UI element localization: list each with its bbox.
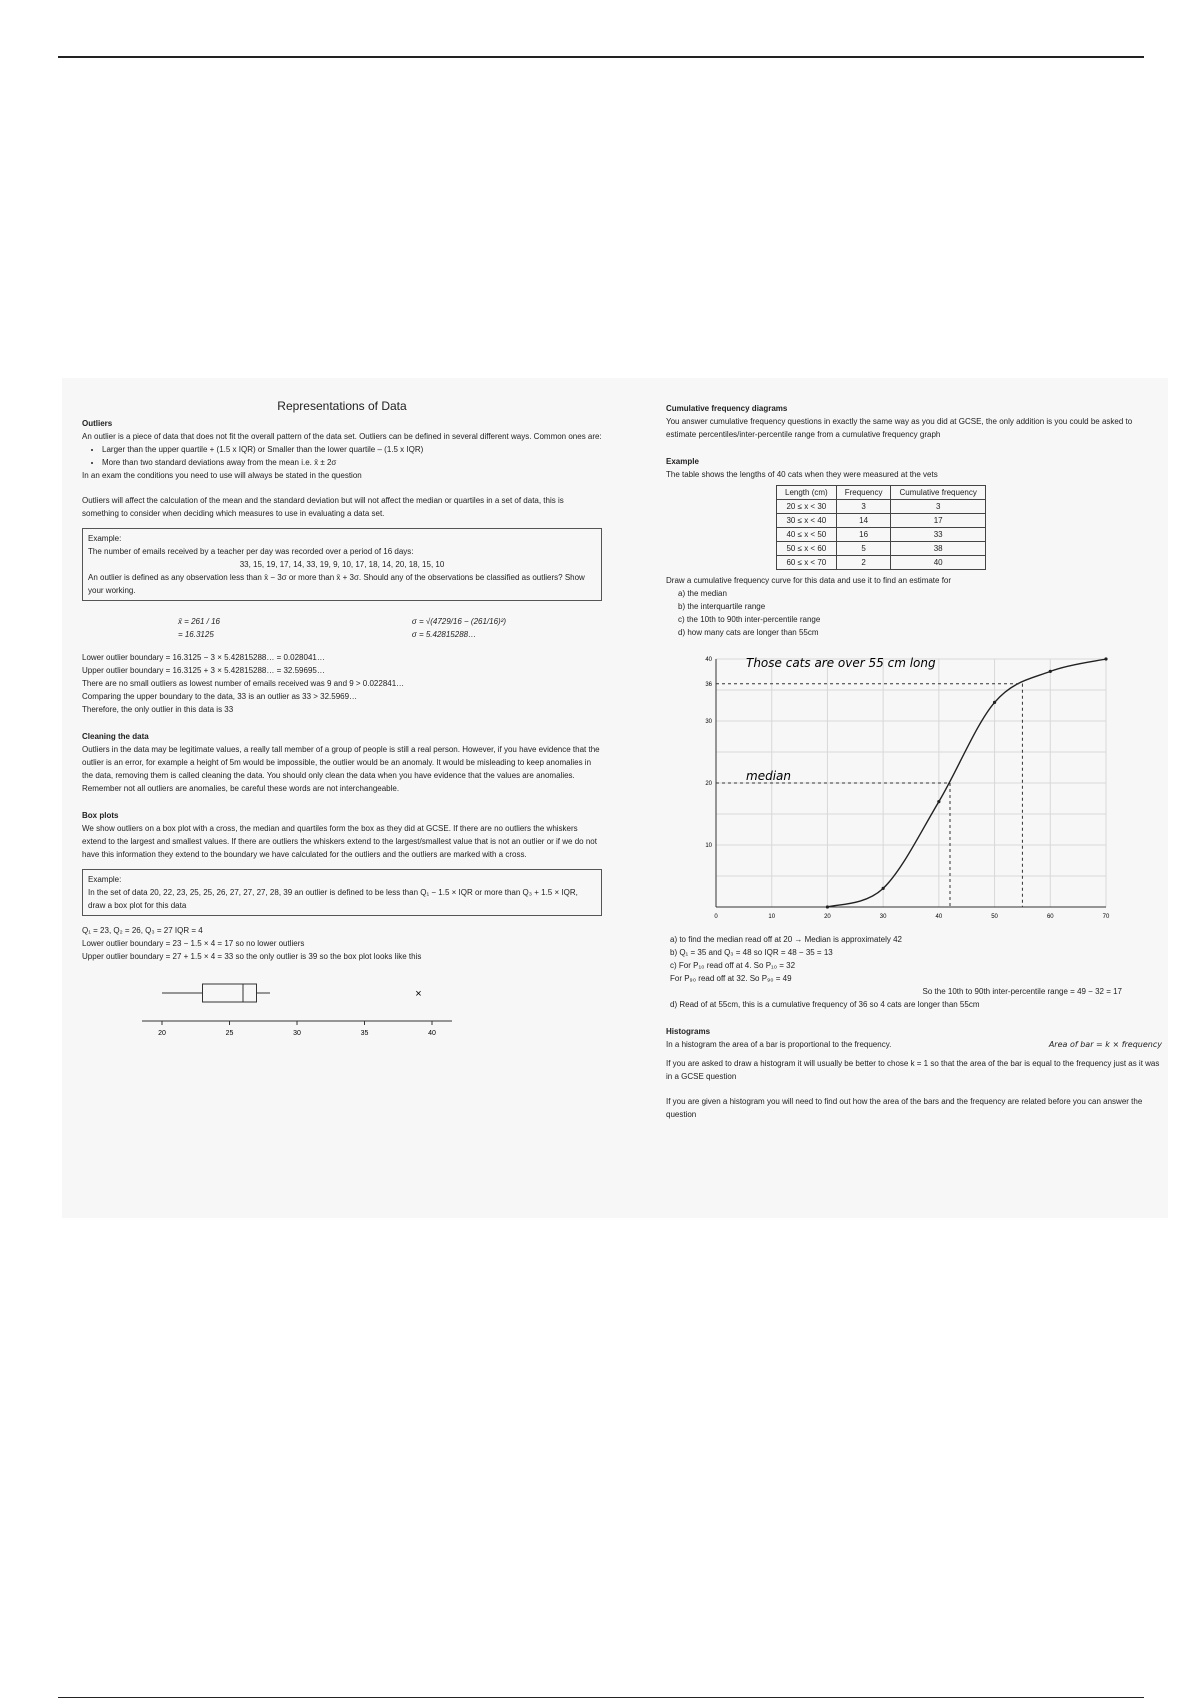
cat-length-table	[776, 485, 986, 570]
table-row	[777, 514, 986, 528]
x-tick-label: 50	[991, 914, 998, 920]
axis-tick-label: 20	[158, 1030, 166, 1037]
mean-value: = 16.3125	[177, 630, 214, 639]
box-plot	[82, 963, 602, 1043]
x-tick-label: 70	[1102, 914, 1110, 920]
table-cell: 16	[836, 528, 891, 542]
table-cell: 40	[891, 556, 985, 570]
data-point	[826, 905, 829, 908]
x-tick-label: 10	[768, 914, 776, 920]
part-item: d) how many cats are longer than 55cm	[678, 628, 819, 637]
table-cell: 33	[891, 528, 985, 542]
outlier-rule-sd: • More than two standard deviations away from the mean i.e. x̄ ± 2σ	[102, 456, 602, 469]
box	[203, 984, 257, 1002]
data-point	[993, 701, 996, 704]
data-point	[1049, 670, 1052, 673]
working-line: Upper outlier boundary = 16.3125 + 3 × 5.42815288… = 32.59695…	[82, 666, 325, 675]
boxplot-working	[82, 924, 602, 963]
example-task: Draw a cumulative frequency curve for this data and use it to find an estimate for	[666, 576, 952, 585]
x-tick-label: 60	[1046, 914, 1054, 920]
axis-tick-label: 35	[360, 1030, 369, 1037]
answer-line: d) Read of at 55cm, this is a cumulative frequency of 36 so 4 cats are longer than 55cm	[670, 1000, 980, 1009]
answer-line: a) to find the median read off at 20 → Median is approximately 42	[670, 935, 902, 944]
example-text: The number of emails received by a teacher per day was recorded over a period of 16 days:	[88, 547, 414, 556]
table-cell: 30 ≤ x < 40	[777, 514, 837, 528]
table-cell: 14	[836, 514, 891, 528]
sd-formula: σ = √(4729/16 − (261/16)²)	[411, 617, 507, 626]
table-row	[777, 542, 986, 556]
cumulative-frequency-graph	[666, 639, 1146, 929]
part-item: b) the interquartile range	[678, 602, 766, 611]
histogram-line: In a histogram the area of a bar is proportional to the frequency.	[666, 1040, 892, 1049]
working-line: Lower outlier boundary = 16.3125 − 3 × 5.42815288… = 0.028041…	[82, 653, 325, 662]
table-cell: 40 ≤ x < 50	[777, 528, 837, 542]
handwritten-annotation: Those cats are over 55 cm long	[746, 656, 936, 670]
example-intro: The table shows the lengths of 40 cats when they were measured at the vets	[666, 470, 938, 479]
part-item: a) the median	[678, 589, 727, 598]
y-tick-label: 36	[705, 681, 712, 688]
working-line: There are no small outliers as lowest number of emails received was 9 and 9 > 0.022841…	[82, 679, 405, 688]
example-text: In the set of data 20, 22, 23, 25, 25, 26, 27, 27, 27, 28, 39 an outlier is defined to be less than Q₁ − 1.5 × IQR or more than Q₃ + 1.5 × IQR, draw a box plot for this data	[88, 888, 578, 910]
cleaning-body: Outliers in the data may be legitimate values, a really tall member of a group of people is still a real person. However, if you have evidence that the outlier is an error, for example a height of 5m would be impossible, the outlier would be an anomaly. It would be misleading to keep anomalies in the data, removing them is called cleaning the data. You should only clean the data when you have evidence that the values are anomalies. Remember not all outliers are anomalies, be careful these words are not interchangeable.	[82, 745, 600, 793]
table-cell: 20 ≤ x < 30	[777, 500, 837, 514]
outlier-definitions	[82, 443, 602, 469]
handwritten-annotation: median	[746, 769, 791, 783]
example-label: Example	[666, 457, 699, 466]
cleaning-heading: Cleaning the data	[82, 732, 149, 741]
answers	[666, 933, 1162, 1011]
part-item: c) the 10th to 90th inter-percentile range	[678, 615, 821, 624]
x-tick-label: 40	[935, 914, 943, 920]
working-line: Therefore, the only outlier in this data is 33	[82, 705, 234, 714]
document-title: Representations of Data	[277, 399, 407, 413]
table-cell: 2	[836, 556, 891, 570]
data-point	[882, 887, 885, 890]
boxplots-body: We show outliers on a box plot with a cross, the median and quartiles form the box as they did at GCSE. If there are no outliers the whiskers extend to the largest and smallest values. If there are outliers the whiskers extend to the largest/smallest value that is not an outlier or if we do not have this information they extend to the boundary we have calculated for the outliers and the outliers are marked with a cross.	[82, 824, 597, 859]
answer-line: So the 10th to 90th inter-percentile range = 49 − 32 = 17	[922, 987, 1122, 996]
table-cell: 38	[891, 542, 985, 556]
table-cell: 3	[836, 500, 891, 514]
y-tick-label: 20	[705, 781, 712, 787]
example-parts	[666, 587, 1162, 639]
y-tick-label: 30	[705, 719, 712, 725]
table-cell: 5	[836, 542, 891, 556]
answer-line: For P₉₀ read off at 32. So P₉₀ = 49	[670, 974, 792, 983]
table-cell: 50 ≤ x < 60	[777, 542, 837, 556]
table-header: Frequency	[836, 486, 891, 500]
table-header: Cumulative frequency	[891, 486, 985, 500]
outlier-effect: Outliers will affect the calculation of the mean and the standard deviation but will not affect the median or quartiles in a set of data, this is something to consider when deciding which measures to use in evaluating a data set.	[82, 496, 564, 518]
answer-line: b) Q₁ = 35 and Q₃ = 48 so IQR = 48 − 35 = 13	[670, 948, 833, 957]
outliers-heading: Outliers	[82, 419, 113, 428]
working-line: Q₁ = 23, Q₂ = 26, Q₃ = 27 IQR = 4	[82, 926, 203, 935]
axis-tick-label: 40	[428, 1030, 436, 1037]
working-line: Lower outlier boundary = 23 − 1.5 × 4 = 17 so no lower outliers	[82, 939, 305, 948]
outlier-marker: ×	[415, 988, 422, 1000]
right-column	[666, 400, 1162, 1121]
table-cell: 3	[891, 500, 985, 514]
table-row	[777, 528, 986, 542]
example-label: Example:	[88, 534, 122, 543]
data-point	[937, 800, 940, 803]
x-tick-label: 20	[824, 914, 831, 920]
bottom-rule	[58, 1697, 1144, 1698]
top-rule	[58, 56, 1144, 58]
answer-line: c) For P₁₀ read off at 4. So P₁₀ = 32	[670, 961, 796, 970]
histogram-definition	[666, 1038, 1162, 1051]
cumfreq-heading: Cumulative frequency diagrams	[666, 404, 788, 413]
example-question: An outlier is defined as any observation less than x̄ − 3σ or more than x̄ + 3σ. Should any of the observations be classified as outliers? Show your working.	[88, 573, 585, 595]
axis-tick-label: 30	[293, 1030, 301, 1037]
example-box-boxplot	[82, 869, 602, 916]
mean-formula: x̄ = 261 / 16	[177, 617, 220, 626]
boxplots-heading: Box plots	[82, 811, 119, 820]
working-line: Comparing the upper boundary to the data, 33 is an outlier as 33 > 32.5969…	[82, 692, 358, 701]
histogram-read-note: If you are given a histogram you will need to find out how the area of the bars and the frequency are related before you can answer the question	[666, 1097, 1143, 1119]
table-header: Length (cm)	[777, 486, 837, 500]
histogram-formula: Area of bar = k × frequency	[1048, 1040, 1162, 1049]
table-row	[777, 500, 986, 514]
histogram-draw-note: If you are asked to draw a histogram it will usually be better to chose k = 1 so that the area of the bar is equal to the frequency just as it was in a GCSE question	[666, 1059, 1160, 1081]
example-data: 33, 15, 19, 17, 14, 33, 19, 9, 10, 17, 18, 14, 20, 18, 15, 10	[239, 560, 445, 569]
exam-note: In an exam the conditions you need to use will always be stated in the question	[82, 471, 362, 480]
outlier-rule-iqr: • Larger than the upper quartile + (1.5 x IQR) or Smaller than the lower quartile – (1.5 x IQR)	[102, 443, 602, 456]
boundary-working	[82, 651, 602, 716]
working-line: Upper outlier boundary = 27 + 1.5 × 4 = 33 so the only outlier is 39 so the box plot looks like this	[82, 952, 422, 961]
x-tick-label: 30	[879, 914, 887, 920]
example-box-emails	[82, 528, 602, 601]
table-row	[777, 556, 986, 570]
histograms-heading: Histograms	[666, 1027, 711, 1036]
left-column	[82, 400, 602, 1047]
y-tick-label: 10	[705, 843, 712, 849]
mean-sd-working	[82, 615, 602, 641]
sd-value: σ = 5.42815288…	[411, 630, 477, 639]
example-label: Example:	[88, 875, 122, 884]
table-cell: 60 ≤ x < 70	[777, 556, 837, 570]
outliers-intro: An outlier is a piece of data that does not fit the overall pattern of the data set. Outliers can be defined in several different ways. Common ones are:	[82, 432, 602, 441]
cumfreq-body: You answer cumulative frequency questions in exactly the same way as you did at GCSE, the only addition is you could be asked to estimate percentiles/inter-percentile range from a cumulative frequency graph	[666, 417, 1133, 439]
y-tick-label: 40	[705, 657, 712, 663]
data-point	[1104, 657, 1107, 660]
axis-tick-label: 25	[225, 1030, 234, 1037]
x-tick-label: 0	[714, 914, 718, 920]
table-cell: 17	[891, 514, 985, 528]
